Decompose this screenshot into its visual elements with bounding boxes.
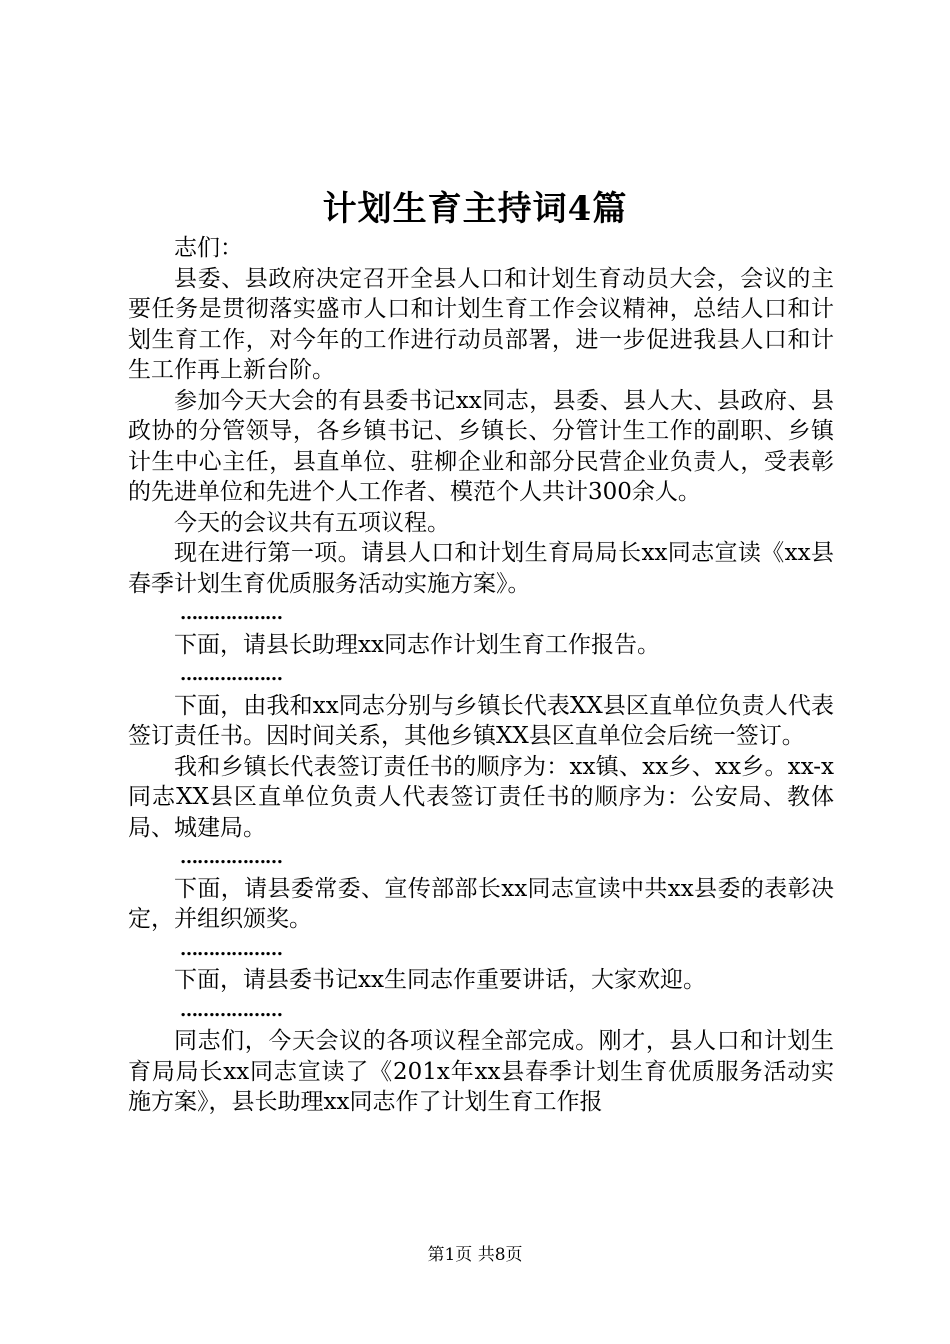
ellipsis-separator: ………………: [180, 603, 282, 624]
ellipsis-separator: ………………: [180, 847, 282, 868]
paragraph: 县委、县政府决定召开全县人口和计划生育动员大会，会议的主要任务是贯彻落实盛市人口和计划生育工作会议精神，总结人口和计划生育工作，对今年的工作进行动员部署，进一步促进我县人口和计生工作再上新台阶。: [128, 265, 834, 383]
document-body: [128, 233, 834, 1118]
paragraph: 下面，请县长助理xx同志作计划生育工作报告。: [174, 631, 660, 658]
paragraph: 现在进行第一项。请县人口和计划生育局局长xx同志宣读《xx县春季计划生育优质服务活动实施方案》。: [128, 540, 834, 597]
ellipsis-separator: ………………: [180, 938, 282, 960]
paragraph: 今天的会议共有五项议程。: [174, 509, 450, 536]
page-footer: 第1页 共8页: [427, 1245, 523, 1265]
paragraph: 志们：: [174, 235, 243, 261]
paragraph: 下面，由我和xx同志分别与乡镇长代表XX县区直单位负责人代表签订责任书。因时间关系，其他乡镇XX县区直单位会后统一签订。: [128, 692, 834, 749]
paragraph: 参加今天大会的有县委书记xx同志，县委、县人大、县政府、县政协的分管领导，各乡镇书记、乡镇长、分管计生工作的副职、乡镇计生中心主任，县直单位、驻柳企业和部分民营企业负责人，受表彰的先进单位和先进个人工作者、模范个人共计300余人。: [128, 387, 834, 505]
ellipsis-separator: ………………: [180, 999, 282, 1021]
paragraph: 同志们，今天会议的各项议程全部完成。刚才，县人口和计划生育局局长xx同志宣读了《201x年xx县春季计划生育优质服务活动实施方案》，县长助理xx同志作了计划生育工作报: [128, 1028, 834, 1115]
ellipsis-separator: ………………: [180, 664, 282, 685]
paragraph: 我和乡镇长代表签订责任书的顺序为：xx镇、xx乡、xx乡。xx-x同志XX县区直单位负责人代表签订责任书的顺序为：公安局、教体局、城建局。: [128, 753, 834, 841]
paragraph: 下面，请县委书记xx生同志作重要讲话，大家欢迎。: [174, 967, 706, 993]
paragraph: 下面，请县委常委、宣传部部长xx同志宣读中共xx县委的表彰决定，并组织颁奖。: [128, 875, 834, 932]
document-title: 计划生育主持词4篇: [322, 189, 628, 229]
